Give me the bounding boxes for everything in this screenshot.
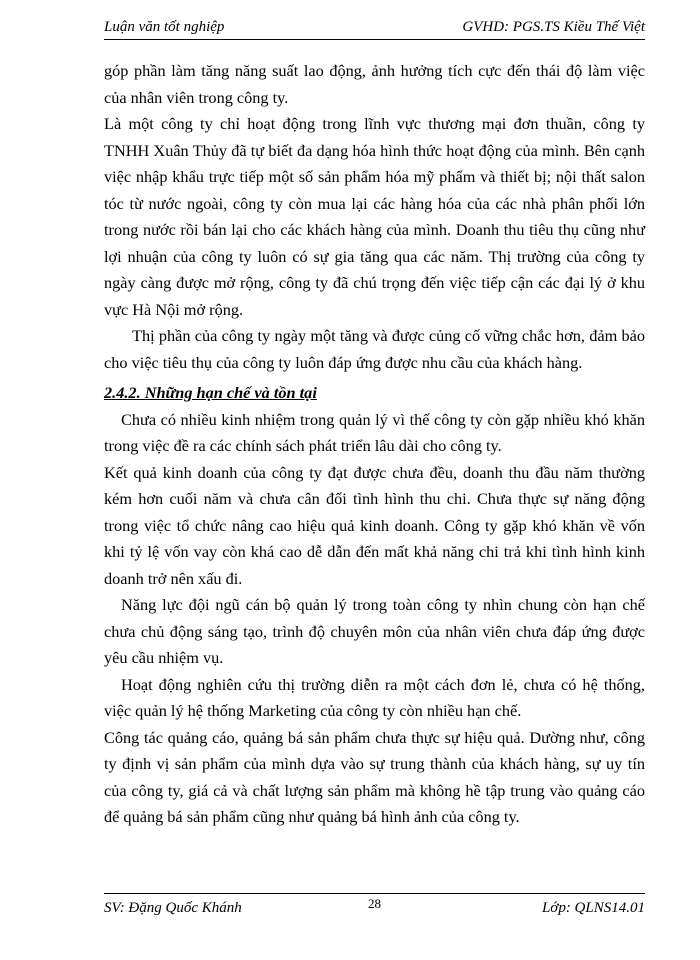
paragraph: Là một công ty chỉ hoạt động trong lĩnh vực thương mại đơn thuần, công ty TNHH Xuân Thủy đã tự biết đa dạng hóa hình thức hoạt động của mình. Bên cạnh việc nhập khẩu trực tiếp một số sản phẩm hóa mỹ phẩm và thiết bị; nội thất salon tóc từ nước ngoài, công ty còn mua lại các hàng hóa của các nhà phân phối lớn trong nước rồi bán lại cho các khách hàng của mình. Doanh thu tiêu thụ cũng như lợi nhuận của công ty luôn có sự gia tăng qua các năm. Thị trường của công ty ngày càng được mở rộng, công ty đã chú trọng đến việc tiếp cận các đại lý ở khu vực Hà Nội mở rộng. [104,114,645,319]
paragraph: góp phần làm tăng năng suất lao động, ảnh hưởng tích cực đến thái độ làm việc của nhân viên trong công ty. [104,61,645,107]
paragraph: Chưa có nhiều kinh nhiệm trong quản lý vì thế công ty còn gặp nhiều khó khăn trong việc đề ra các chính sách phát triển lâu dài cho công ty. [104,409,645,455]
paragraph: Kết quả kinh doanh của công ty đạt được chưa đều, doanh thu đầu năm thường kém hơn cuối năm và chưa cân đối tình hình thu chi. Chưa thực sự năng động trong việc tổ chức nâng cao hiệu quả kinh doanh. Công ty gặp khó khăn về vốn khi tỷ lệ vốn vay còn khá cao dễ dẫn đến mất khả năng chi trả khi tình hình kinh doanh trở nên xấu đi. [104,462,645,588]
document-body [104,58,645,831]
page-footer [104,893,645,918]
header-advisor: GVHD: PGS.TS Kiều Thế Việt [462,19,645,35]
section-heading: 2.4.2. Những hạn chế và tồn tại [104,383,317,402]
page-header [104,17,645,40]
page-number: 28 [368,896,381,911]
footer-class: Lớp: QLNS14.01 [541,900,645,916]
paragraph: Thị phần của công ty ngày một tăng và được củng cố vững chắc hơn, đảm bảo cho việc tiêu thụ của công ty luôn đáp ứng được nhu cầu của khách hàng. [104,326,645,372]
footer-student: SV: Đặng Quốc Khánh [104,900,242,916]
header-thesis-title: Luận văn tốt nghiệp [104,19,225,35]
paragraph: Công tác quảng cáo, quảng bá sản phẩm chưa thực sự hiệu quả. Dường như, công ty định vị sản phẩm của mình dựa vào sự trung thành của khách hàng, sự uy tín của công ty, giá cả và chất lượng sản phẩm mà không hề tập trung vào quảng cáo để quảng bá sản phẩm cũng như quảng bá hình ảnh của công ty. [104,727,645,826]
paragraph: Hoạt động nghiên cứu thị trường diễn ra một cách đơn lẻ, chưa có hệ thống, việc quản lý hệ thống Marketing của công ty còn nhiều hạn chế. [104,674,645,720]
paragraph: Năng lực đội ngũ cán bộ quản lý trong toàn công ty nhìn chung còn hạn chế chưa chủ động sáng tạo, trình độ chuyên môn của nhân viên chưa đáp ứng được yêu cầu nhiệm vụ. [104,595,645,667]
